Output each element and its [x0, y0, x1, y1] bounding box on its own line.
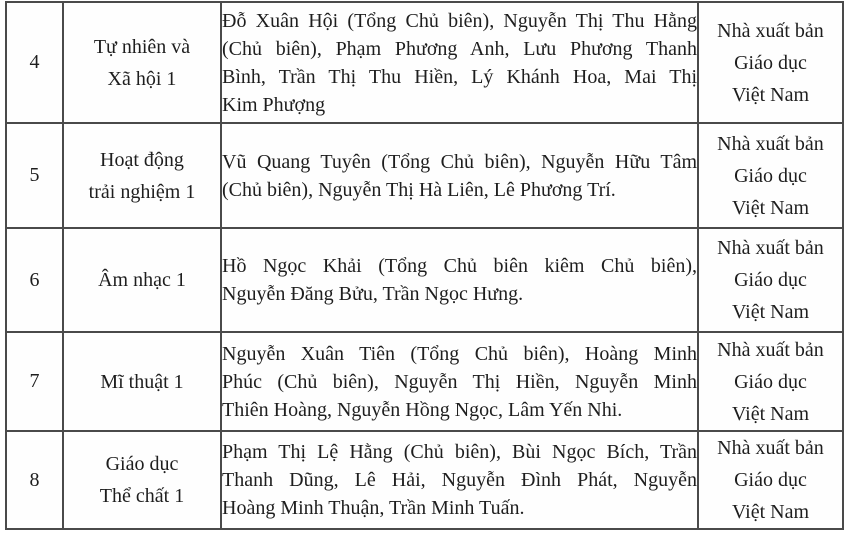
authors-cell: [221, 123, 698, 228]
publisher-line: Nhà xuất bản: [717, 338, 824, 361]
publisher-line: Nhà xuất bản: [717, 237, 824, 259]
textbook-table: [5, 1, 844, 530]
subject-cell: [63, 2, 221, 123]
author-line: Hồ Ngọc Khải (Tổng Chủ biên kiêm Chủ biên),: [222, 255, 697, 277]
author-line: Phúc (Chủ biên), Nguyễn Thị Hiền, Nguyễn Minh: [222, 370, 697, 393]
publisher-cell: [698, 2, 843, 123]
subject-line: Thể chất 1: [99, 485, 185, 507]
row-number-cell: [6, 228, 63, 332]
authors-cell: [221, 431, 698, 529]
authors-cell: [221, 332, 698, 431]
publisher-line: Giáo dục: [734, 269, 807, 291]
publisher-line: Việt Nam: [731, 83, 810, 106]
row-number-cell: [6, 2, 63, 123]
publisher-line: Giáo dục: [734, 164, 807, 187]
row-number-cell: [6, 431, 63, 529]
authors-cell: [221, 228, 698, 332]
row-number-cell: [6, 332, 63, 431]
table-row: [6, 2, 843, 123]
subject-line: Hoạt động: [100, 148, 184, 171]
author-line: Đỗ Xuân Hội (Tổng Chủ biên), Nguyễn Thị Thu Hằng: [222, 9, 697, 32]
publisher-line: Nhà xuất bản: [717, 132, 824, 155]
author-line: Bình, Trần Thị Thu Hiền, Lý Khánh Hoa, Mai Thị: [222, 65, 697, 88]
publisher-line: Giáo dục: [734, 469, 807, 491]
table-row: [6, 228, 843, 332]
publisher-line: Giáo dục: [734, 51, 807, 74]
subject-line: Mĩ thuật 1: [100, 370, 184, 393]
author-line: Kim Phượng: [222, 93, 326, 116]
publisher-line: Việt Nam: [731, 402, 810, 425]
publisher-cell: [698, 228, 843, 332]
subject-cell: [63, 123, 221, 228]
author-line: Nguyễn Đăng Bửu, Trần Ngọc Hưng.: [222, 283, 524, 305]
publisher-cell: [698, 332, 843, 431]
subject-line: Tự nhiên và: [93, 35, 191, 58]
author-line: Vũ Quang Tuyên (Tổng Chủ biên), Nguyễn Hữu Tâm: [222, 150, 697, 173]
author-line: Hoàng Minh Thuận, Trần Minh Tuấn.: [222, 497, 525, 519]
subject-line: Xã hội 1: [107, 67, 177, 90]
row-number: 5: [29, 164, 40, 186]
table-row: [6, 332, 843, 431]
publisher-line: Nhà xuất bản: [717, 437, 824, 459]
author-line: Thanh Dũng, Lê Hải, Nguyễn Đình Phát, Nguyễn: [222, 469, 697, 491]
row-number: 8: [29, 468, 40, 491]
publisher-line: Việt Nam: [731, 301, 810, 323]
row-number-cell: [6, 123, 63, 228]
table-body: [6, 2, 843, 529]
row-number: 7: [29, 370, 40, 392]
publisher-line: Việt Nam: [731, 501, 810, 523]
publisher-cell: [698, 123, 843, 228]
author-line: Nguyễn Xuân Tiên (Tổng Chủ biên), Hoàng Minh: [222, 342, 697, 365]
table-row: [6, 123, 843, 228]
authors-cell: [221, 2, 698, 123]
subject-cell: [63, 332, 221, 431]
publisher-line: Giáo dục: [734, 370, 807, 393]
author-line: Thiên Hoàng, Nguyễn Hồng Ngọc, Lâm Yến Nhi.: [222, 398, 623, 421]
subject-cell: [63, 228, 221, 332]
subject-line: trải nghiệm 1: [88, 180, 196, 203]
subject-cell: [63, 431, 221, 529]
author-line: (Chủ biên), Nguyễn Thị Hà Liên, Lê Phương Trí.: [222, 178, 616, 201]
row-number: 4: [29, 51, 40, 73]
table-row: [6, 431, 843, 529]
publisher-cell: [698, 431, 843, 529]
author-line: (Chủ biên), Phạm Phương Anh, Lưu Phương Thanh: [222, 37, 697, 60]
subject-line: Giáo dục: [105, 453, 179, 475]
publisher-line: Nhà xuất bản: [717, 19, 824, 42]
row-number: 6: [29, 268, 40, 291]
subject-line: Âm nhạc 1: [98, 269, 186, 291]
publisher-line: Việt Nam: [731, 196, 810, 219]
author-line: Phạm Thị Lệ Hằng (Chủ biên), Bùi Ngọc Bích, Trần: [222, 441, 697, 463]
